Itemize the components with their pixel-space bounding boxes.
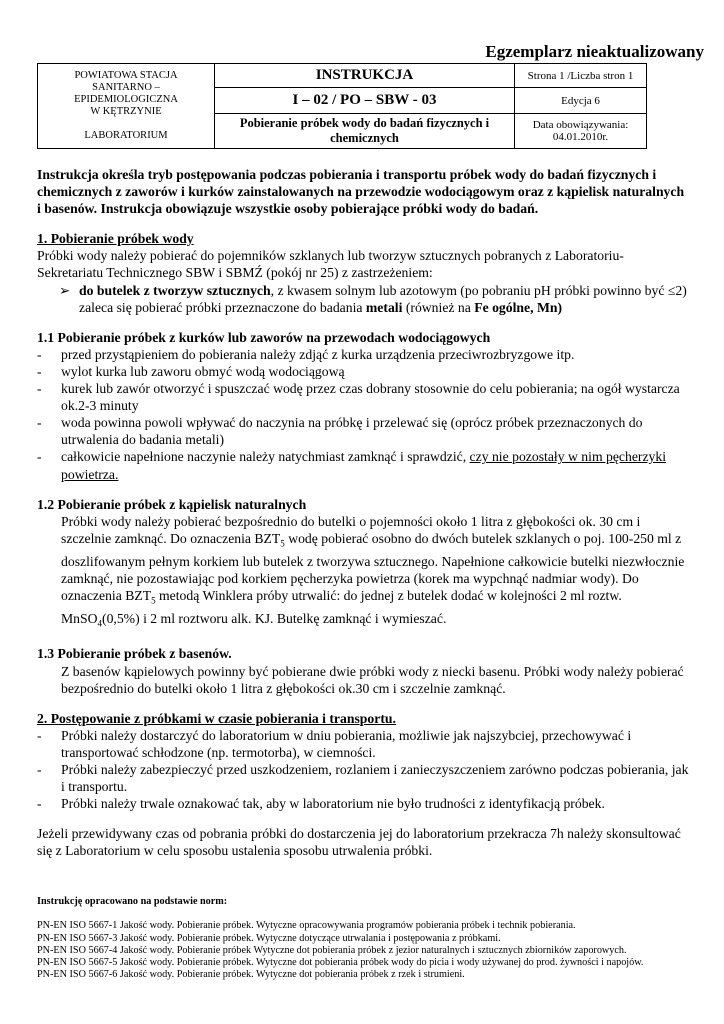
arrow-bullet-icon: ➢: [59, 282, 71, 298]
org-line: SANITARNO –: [92, 82, 160, 93]
document-status-stamp: Egzemplarz nieaktualizowany: [485, 42, 704, 61]
bullet-fe: Fe ogólne, Mn): [474, 299, 563, 315]
page-info: Strona 1 /Liczba stron 1: [515, 64, 647, 88]
org-line: LABORATORIUM: [84, 130, 168, 141]
section-1-2-text: Próbki wody należy pobierać bezpośrednio do butelki o pojemności około 1 litra z głębokości ok. 30 cm i szczelnie zamknąć. Do oznaczenia $BZT_5$ wodę pobierać osobno do dwóch butelek szklanych o poj. 100-250 ml z doszlifowanym pełnym korkiem lub butelek z tworzywa sztucznego. Napełnione całkowicie butelki niezwłocznie zamknąć, nie pozostawiając pod korkiem pęcherzyka powietrza (korek ma wypchnąć nadmiar wody). Do oznaczenia $BZT_5$ metodą Winklera próby utrwalić: do jednej z butelek dodać w kolejności 2 ml roztw. MnSO$_4$(0,5%) i 2 ml roztworu alk. KJ. Butelkę zamknąć i wymieszać.: [61, 513, 685, 629]
valid-date: 04.01.2010r.: [552, 131, 609, 143]
section-1-heading: 1. Pobieranie próbek wody: [37, 231, 194, 247]
document-header-table: [37, 63, 647, 149]
section-1-text: Próbki wody należy pobierać do pojemników szklanych lub tworzyw sztucznych pobranych z Laboratoriu-Sekretariatu Technicznego SBW i SBMŹ (pokój nr 25) z zastrzeżeniem:: [37, 248, 624, 281]
bullet-mid: (również na: [402, 299, 475, 315]
bullet-bold: do butelek z tworzyw sztucznych: [79, 282, 271, 298]
section-1-3-text: Z basenów kąpielowych powinny być pobierane dwie próbki wody z niecki basenu. Próbki wody należy pobierać bezpośrednio do butelki około 1 litra z głębokości ok.30 cm i szczelnie zamknąć.: [61, 663, 684, 696]
section-1-3-heading: 1.3 Pobieranie próbek z basenów.: [37, 646, 232, 662]
list-item: - Próbki należy trwale oznakować tak, aby w laboratorium nie było trudności z identyfikacją próbek.: [37, 796, 605, 812]
list-item: - wylot kurka lub zaworu obmyć wodą wodociągową: [37, 363, 345, 379]
intro-paragraph: Instrukcja określa tryb postępowania podczas pobierania i transportu próbek wody do badań fizycznych i chemicznych z zaworów i kurków zainstalowanych na przewodzie wodociągowym oraz z kąpielisk naturalnych i basenów. Instrukcja obowiązuje wszystkie osoby pobierające próbki wody do badań.: [37, 167, 685, 217]
valid-label: Data obowiązywania:: [532, 119, 629, 131]
underlined-text: czy nie pozostały w nim pęcherzyki powietrza.: [61, 449, 667, 482]
document-body: [37, 166, 689, 859]
list-item: - Próbki należy dostarczyć do laboratorium w dniu pobierania, możliwie jak najszybciej, przechowywać i transportować schłodzone (np. termotorba), w ciemności.: [37, 727, 632, 760]
bullet-metals: metali: [365, 299, 403, 315]
organization-block: [38, 64, 215, 149]
list-item: - Próbki należy zabezpieczyć przed uszkodzeniem, rozlaniem i zanieczyszczeniem zarówno podczas pobierania, jak i transportu.: [37, 762, 689, 795]
bullet-text: , z kwasem solnym lub azotowym (po pobraniu pH próbki powinno być ≤2) zaleca się pobierać próbki przeznaczone do badania: [79, 282, 687, 315]
section-1-1-heading: 1.1 Pobieranie próbek z kurków lub zaworów na przewodach wodociągowych: [37, 329, 491, 345]
section-1-2-heading: 1.2 Pobieranie próbek z kąpielisk naturalnych: [37, 496, 307, 512]
edition: Edycja 6: [515, 88, 647, 114]
org-line: W KĘTRZYNIE: [90, 106, 162, 117]
list-item: - całkowicie napełnione naczynie należy natychmiast zamknąć i sprawdzić, czy nie pozostały w nim pęcherzyki powietrza.: [37, 449, 667, 482]
org-spacer: [41, 118, 211, 130]
norm-item: PN-EN ISO 5667-4 Jakość wody. Pobieranie próbek Wytyczne dot pobierania próbek z jezior naturalnych i sztucznych zbiorników zaporowych.: [37, 944, 627, 956]
norm-item: PN-EN ISO 5667-1 Jakość wody. Pobieranie próbek. Wytyczne opracowywania programów pobierania próbek i technik pobierania.: [37, 920, 576, 932]
norm-item: PN-EN ISO 5667-3 Jakość wody. Pobieranie próbek. Wytyczne dotyczące utrwalania i postępowania z próbkami.: [37, 932, 501, 944]
list-item: - przed przystąpieniem do pobierania należy zdjąć z kurka urządzenia przeciwrozbryzgowe itp.: [37, 346, 575, 362]
list-item: - woda powinna powoli wpływać do naczynia na próbkę i przelewać się (oprócz próbek przeznaczonych do utrwalenia do badania metali): [37, 415, 643, 448]
norm-item: PN-EN ISO 5667-6 Jakość wody. Pobieranie próbek. Wytyczne dot pobierania próbek z rzek i strumieni.: [37, 969, 465, 981]
section-2-note: Jeżeli przewidywany czas od pobrania próbki do dostarczenia jej do laboratorium przekracza 7h należy skonsultować się z Laboratorium w celu sposobu ustalenia sposobu utrwalenia próbki.: [37, 826, 681, 859]
doc-title: Pobieranie próbek wody do badań fizycznych i chemicznych: [215, 114, 515, 149]
validity-block: [515, 114, 647, 149]
list-item: - kurek lub zawór otworzyć i spuszczać wodę przez czas dobrany stosownie do celu pobierania; na ogół wystarcza ok.2-3 minuty: [37, 381, 680, 414]
org-line: POWIATOWA STACJA: [74, 70, 178, 81]
org-line: EPIDEMIOLOGICZNA: [74, 94, 178, 105]
doc-code: I – 02 / PO – SBW - 03: [215, 88, 515, 114]
norm-item: PN-EN ISO 5667-5 Jakość wody. Pobieranie próbek. Wytyczne dot pobierania próbek wody do picia i wody używanej do prod. żywności i napojów.: [37, 957, 644, 969]
section-1-bullet: [37, 282, 689, 316]
norms-heading: Instrukcję opracowano na podstawie norm:: [37, 896, 228, 907]
norms-footer: [37, 896, 697, 982]
section-2-heading: 2. Postępowanie z próbkami w czasie pobierania i transportu.: [37, 710, 396, 726]
doc-type: INSTRUKCJA: [215, 64, 515, 88]
